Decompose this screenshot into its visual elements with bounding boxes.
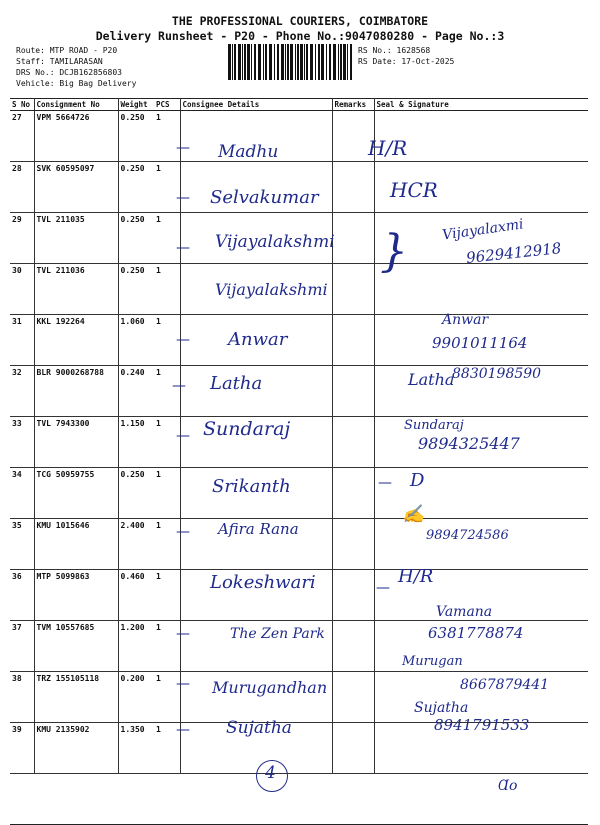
row-consignment-no: VPM 5664726 <box>34 111 118 162</box>
handwritten-name-37: The Zen Park <box>230 626 325 642</box>
handwritten-dash: — <box>376 580 390 596</box>
handwritten-seal-37: Vamana <box>436 604 493 620</box>
row-pcs: 1 <box>154 519 180 570</box>
handwritten-phone-32: 8830198590 <box>452 366 542 382</box>
handwritten-name-30: Vijayalakshmi <box>215 280 328 299</box>
row-weight: 0.250 <box>118 264 154 315</box>
col-weight-header: Weight <box>118 99 154 111</box>
handwritten-seal-27: H/R <box>368 136 408 160</box>
row-pcs: 1 <box>154 111 180 162</box>
row-sno: 38 <box>10 672 34 723</box>
row-pcs: 1 <box>154 570 180 621</box>
row-remarks <box>332 162 374 213</box>
row-consignment-no: KMU 1015646 <box>34 519 118 570</box>
handwritten-name-33: Sundaraj <box>203 418 291 440</box>
row-remarks <box>332 264 374 315</box>
handwritten-name-32: Latha <box>210 373 263 394</box>
signature-scribble: ✍ <box>402 504 425 525</box>
row-remarks <box>332 213 374 264</box>
row-pcs: 1 <box>154 468 180 519</box>
col-signature-header: Seal & Signature <box>374 99 588 111</box>
handwritten-phone-33: 9894325447 <box>418 434 520 453</box>
handwritten-seal-28: HCR <box>390 178 438 202</box>
row-consignment-no: TRZ 155105118 <box>34 672 118 723</box>
row-weight: 0.240 <box>118 366 154 417</box>
table-row <box>10 111 588 162</box>
handwritten-phone-35: 9894724586 <box>426 528 509 543</box>
row-remarks <box>332 723 374 774</box>
row-pcs: 1 <box>154 417 180 468</box>
handwritten-phone-38: 8667879441 <box>460 677 550 693</box>
handwritten-seal-29: Vijayalaxmi <box>441 216 525 244</box>
row-weight: 0.250 <box>118 111 154 162</box>
row-consignment-no: MTP 5099863 <box>34 570 118 621</box>
row-remarks <box>332 519 374 570</box>
handwritten-phone-31: 9901011164 <box>432 334 528 352</box>
handwritten-seal-31: Anwar <box>442 312 489 328</box>
row-sno: 27 <box>10 111 34 162</box>
handwritten-phone-39: 8941791533 <box>434 716 530 734</box>
barcode-icon <box>228 44 354 80</box>
row-sno: 36 <box>10 570 34 621</box>
rs-date: RS Date: 17-Oct-2025 <box>358 57 455 66</box>
handwritten-dash: — <box>176 240 190 256</box>
col-consignment-header: Consignment No <box>34 99 118 111</box>
handwritten-dash: — <box>176 626 190 642</box>
handwritten-dash: — <box>176 140 190 156</box>
col-pcs-header: PCS <box>154 99 180 111</box>
row-remarks <box>332 468 374 519</box>
corner-scribble: Ɑo <box>498 778 518 794</box>
handwritten-seal-34: D <box>410 470 425 491</box>
row-sno: 35 <box>10 519 34 570</box>
row-sno: 32 <box>10 366 34 417</box>
col-consignee-header: Consignee Details <box>180 99 332 111</box>
row-consignment-no: TVL 211035 <box>34 213 118 264</box>
route-label: Route: MTP ROAD - P20 <box>16 46 118 55</box>
handwritten-dash: — <box>176 722 190 738</box>
row-weight: 1.150 <box>118 417 154 468</box>
row-sno: 34 <box>10 468 34 519</box>
handwritten-dash: — <box>176 190 190 206</box>
handwritten-seal-33: Sundaraj <box>404 418 464 433</box>
row-weight: 0.200 <box>118 672 154 723</box>
handwritten-name-35: Afira Rana <box>218 520 299 538</box>
handwritten-name-34: Srikanth <box>212 476 291 497</box>
runsheet-meta-left <box>16 45 136 89</box>
row-consignment-no: TVM 10557685 <box>34 621 118 672</box>
row-consignment-no: TVL 7943300 <box>34 417 118 468</box>
row-pcs: 1 <box>154 213 180 264</box>
row-remarks <box>332 417 374 468</box>
rs-number: RS No.: 1628568 <box>358 46 431 55</box>
handwritten-name-36: Lokeshwari <box>210 572 316 593</box>
drs-label: DRS No.: DCJB162856803 <box>16 68 122 77</box>
row-pcs: 1 <box>154 315 180 366</box>
handwritten-name-39: Sujatha <box>226 718 292 738</box>
row-weight: 0.250 <box>118 468 154 519</box>
row-sno: 28 <box>10 162 34 213</box>
staff-label: Staff: TAMILARASAN <box>16 57 103 66</box>
row-sno: 31 <box>10 315 34 366</box>
row-pcs: 1 <box>154 366 180 417</box>
handwritten-dash: — <box>176 524 190 540</box>
row-weight: 1.060 <box>118 315 154 366</box>
handwritten-seal-39: Sujatha <box>414 700 469 716</box>
row-consignment-no: SVK 60595097 <box>34 162 118 213</box>
handwritten-dash: — <box>172 378 186 394</box>
handwritten-dash: — <box>176 428 190 444</box>
row-consignment-no: TVL 211036 <box>34 264 118 315</box>
row-sno: 30 <box>10 264 34 315</box>
table-header-row <box>10 99 588 111</box>
handwritten-name-29: Vijayalakshmi <box>215 232 335 252</box>
brace-mark: } <box>380 226 408 277</box>
document-title: THE PROFESSIONAL COURIERS, COIMBATORE <box>171 14 429 28</box>
handwritten-dash: — <box>378 475 392 491</box>
row-consignment-no: KMU 2135902 <box>34 723 118 774</box>
row-seal-signature <box>374 519 588 570</box>
row-weight: 2.400 <box>118 519 154 570</box>
row-weight: 0.250 <box>118 162 154 213</box>
handwritten-name-28: Selvakumar <box>210 187 319 208</box>
row-pcs: 1 <box>154 672 180 723</box>
row-consignment-no: BLR 9000268788 <box>34 366 118 417</box>
row-weight: 1.200 <box>118 621 154 672</box>
row-remarks <box>332 315 374 366</box>
row-remarks <box>332 672 374 723</box>
handwritten-dash: — <box>176 332 190 348</box>
vehicle-label: Vehicle: Big Bag Delivery <box>16 79 137 88</box>
runsheet-meta-right <box>358 45 454 67</box>
runsheet-subtitle: Delivery Runsheet - P20 - Phone No.:9047080280 - Page No.:3 <box>95 29 505 43</box>
handwritten-dash: — <box>176 676 190 692</box>
row-weight: 1.350 <box>118 723 154 774</box>
row-pcs: 1 <box>154 723 180 774</box>
row-remarks <box>332 570 374 621</box>
col-remarks-header: Remarks <box>332 99 374 111</box>
handwritten-name-27: Madhu <box>218 142 279 162</box>
row-sno: 39 <box>10 723 34 774</box>
row-sno: 33 <box>10 417 34 468</box>
handwritten-phone-29: 9629412918 <box>465 239 563 267</box>
handwritten-name-38: Murugandhan <box>212 678 328 697</box>
handwritten-page-number: 4 <box>265 763 276 783</box>
row-pcs: 1 <box>154 264 180 315</box>
handwritten-name-31: Anwar <box>228 329 288 350</box>
row-sno: 29 <box>10 213 34 264</box>
row-pcs: 1 <box>154 621 180 672</box>
row-weight: 0.460 <box>118 570 154 621</box>
row-remarks <box>332 366 374 417</box>
row-remarks <box>332 621 374 672</box>
row-pcs: 1 <box>154 162 180 213</box>
handwritten-seal-38: Murugan <box>402 654 463 669</box>
table-row <box>10 468 588 519</box>
row-weight: 0.250 <box>118 213 154 264</box>
row-consignment-no: KKL 192264 <box>34 315 118 366</box>
col-sno-header: S No <box>10 99 34 111</box>
handwritten-phone-37: 6381778874 <box>428 624 524 642</box>
table-row <box>10 519 588 570</box>
row-consignment-no: TCG 50959755 <box>34 468 118 519</box>
handwritten-seal-36: H/R <box>398 566 434 587</box>
row-sno: 37 <box>10 621 34 672</box>
handwritten-seal-32: Latha <box>408 370 455 389</box>
